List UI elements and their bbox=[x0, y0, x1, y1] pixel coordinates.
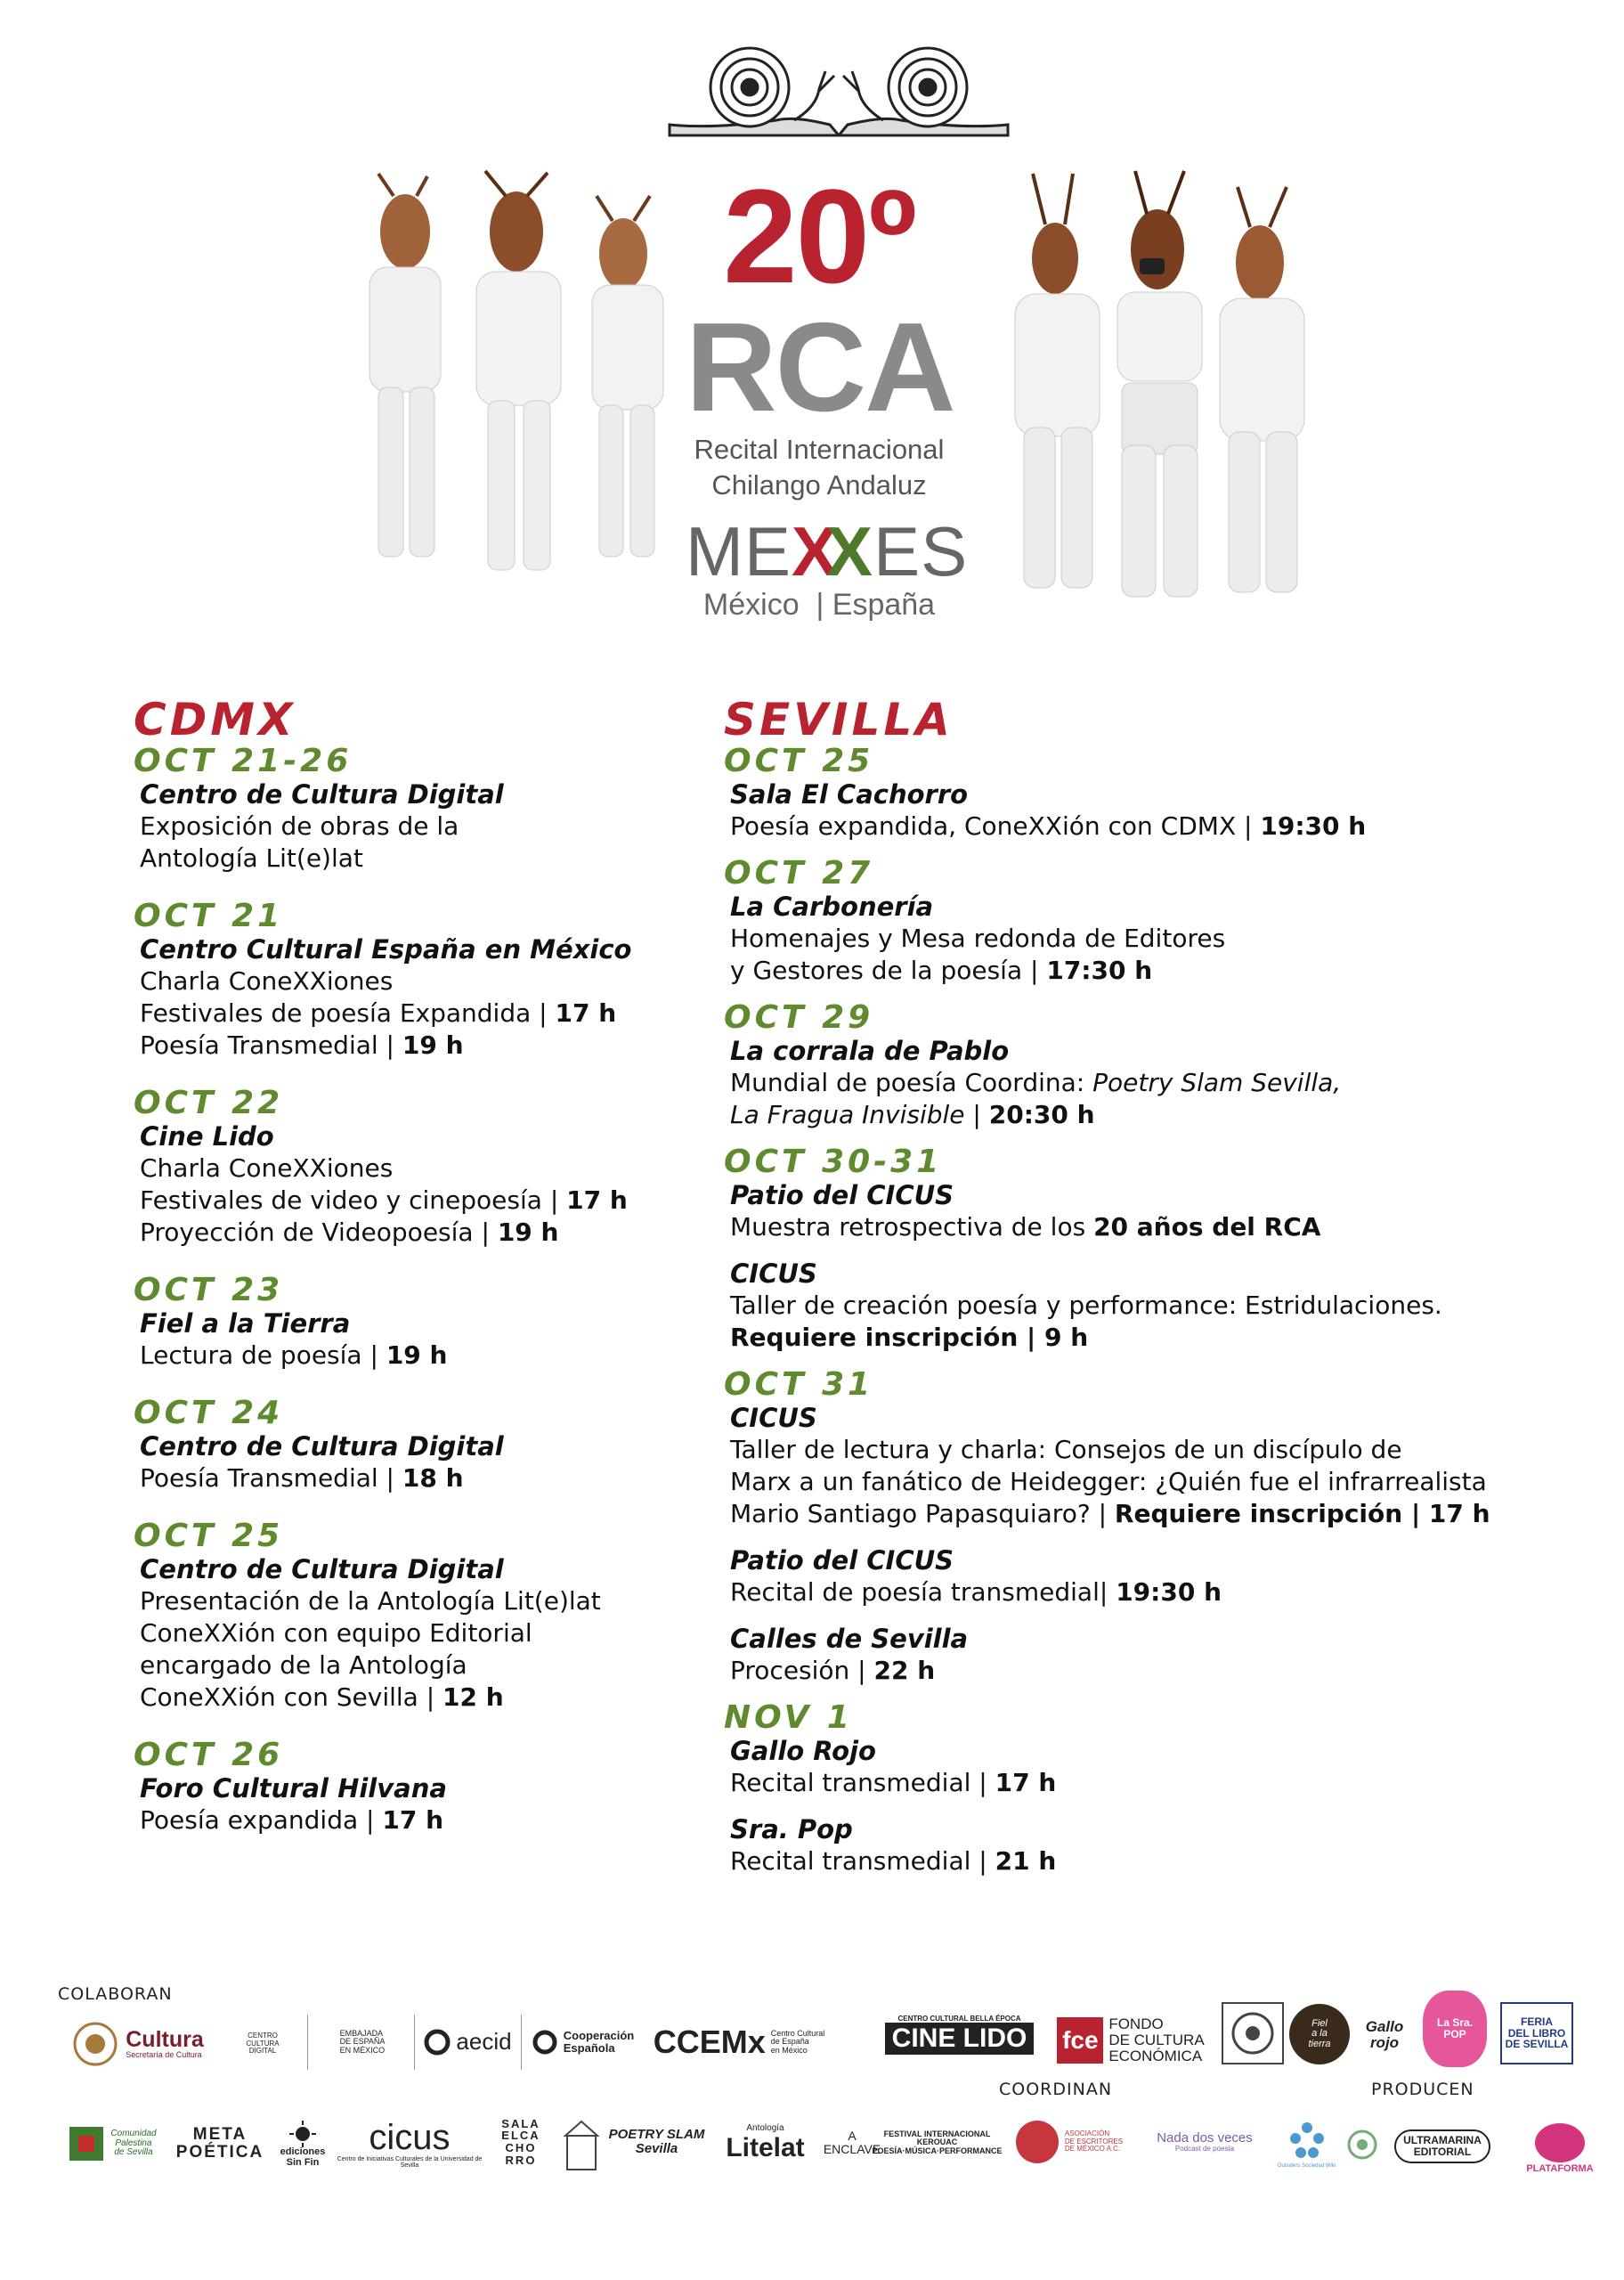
event-venue: Centro de Cultura Digital bbox=[140, 1554, 504, 1584]
logo-poetry-slam-sevilla bbox=[608, 2115, 705, 2169]
logo-metapoetica-text: META POÉTICA bbox=[175, 2125, 264, 2162]
logo-emblem bbox=[1222, 2002, 1284, 2064]
mexico-coat-of-arms-icon bbox=[72, 2021, 118, 2067]
event-description: Presentación de la Antología Lit(e)lat ConeXXión con equipo Editorial encargado de la Antología ConeXXión con Sevilla | 12 h bbox=[140, 1586, 601, 1712]
subtitle-line-2: Chilango Andaluz bbox=[711, 469, 927, 501]
cdmx-event bbox=[140, 1120, 712, 1249]
palestina-icon bbox=[66, 2123, 107, 2164]
mexes-logo bbox=[686, 512, 969, 590]
snail-people-left-illustration bbox=[338, 169, 694, 579]
logo-cine-lido bbox=[873, 2004, 1046, 2066]
city-title-sevilla: SEVILLA bbox=[724, 694, 954, 745]
logo-cultura bbox=[58, 2017, 218, 2071]
coordinan-label: COORDINAN bbox=[999, 2080, 1113, 2099]
sevilla-day-block bbox=[724, 1145, 1507, 1354]
logo-slam-text: POETRY SLAM Sevilla bbox=[608, 2127, 705, 2156]
logo-cicus bbox=[334, 2113, 485, 2175]
rca-title: RCA bbox=[686, 297, 954, 438]
logo-litelat-text: Litelat bbox=[726, 2132, 805, 2162]
sevilla-event bbox=[730, 1544, 1507, 1608]
cdmx-event bbox=[140, 778, 712, 875]
cdmx-column bbox=[134, 695, 712, 1861]
logo-ccemx-text: CCEMx bbox=[653, 2024, 766, 2061]
mexes-right: ES bbox=[873, 512, 969, 590]
logo-building bbox=[559, 2111, 604, 2178]
divider bbox=[414, 2015, 415, 2070]
cdmx-day-date: OCT 26 bbox=[134, 1737, 284, 1773]
event-description: Lectura de poesía | 19 h bbox=[140, 1340, 448, 1370]
cdmx-day-date: OCT 22 bbox=[134, 1085, 284, 1121]
event-description: Procesión | 22 h bbox=[730, 1656, 936, 1685]
event-venue: Sala El Cachorro bbox=[730, 779, 969, 810]
mexes-left: ME bbox=[686, 512, 792, 590]
event-venue: CICUS bbox=[730, 1258, 817, 1289]
logo-cultura-text: Cultura bbox=[126, 2027, 204, 2053]
logo-nada-dos-veces bbox=[1138, 2115, 1271, 2169]
logo-plataforma bbox=[1524, 2111, 1596, 2184]
cdmx-day-date: OCT 21 bbox=[134, 898, 284, 934]
sevilla-event bbox=[730, 1623, 1507, 1687]
sevilla-column bbox=[724, 695, 1507, 1892]
sevilla-day-date: NOV 1 bbox=[724, 1699, 853, 1736]
mexes-subtitle: México | España bbox=[702, 588, 936, 622]
outsiders-icon bbox=[1285, 2119, 1329, 2163]
logo-outsiders-text: Outsiders Sociedad Wiki bbox=[1277, 2163, 1336, 2170]
event-description: Taller de lectura y charla: Consejos de un discípulo de Marx a un fanático de Heidegger: ¿Quién fue el infrarrealista Mario Santiago Papasquiaro? | Requiere inscripción | 17 h bbox=[730, 1435, 1490, 1528]
event-description: Taller de creación poesía y performance: Estridulaciones. Requiere inscripción | 9 h bbox=[730, 1291, 1442, 1352]
logo-ediciones-sin-fin bbox=[276, 2111, 329, 2178]
cdmx-day-block bbox=[134, 1087, 712, 1249]
logo-feria-text: FERIA DEL LIBRO DE SEVILLA bbox=[1505, 2015, 1569, 2051]
event-description: Charla ConeXXiones Festivales de poesía Expandida | 17 h Poesía Transmedial | 19 h bbox=[140, 966, 617, 1060]
logo-ultramarina-text: ULTRAMARINA EDITORIAL bbox=[1394, 2129, 1490, 2162]
aem-icon bbox=[1014, 2119, 1060, 2165]
sevilla-day-block bbox=[724, 857, 1507, 987]
logo-cooperacion bbox=[527, 2020, 638, 2064]
logo-feria-libro-sevilla bbox=[1500, 2002, 1573, 2064]
event-description: Poesía Transmedial | 18 h bbox=[140, 1463, 464, 1493]
sevilla-event bbox=[730, 778, 1507, 843]
cdmx-day-date: OCT 23 bbox=[134, 1272, 284, 1308]
sun-icon bbox=[289, 2121, 316, 2147]
divider bbox=[307, 2015, 308, 2070]
event-description: Exposición de obras de la Antología Lit(e)lat bbox=[140, 811, 459, 873]
cdmx-day-block bbox=[134, 1519, 712, 1714]
plataforma-icon bbox=[1533, 2120, 1587, 2164]
sevilla-event bbox=[730, 1813, 1507, 1877]
subtitle-line-1: Recital Internacional bbox=[694, 434, 945, 465]
logo-fce bbox=[1051, 2011, 1211, 2070]
logo-aecid-text: aecid bbox=[456, 2028, 512, 2056]
edition-number: 20º bbox=[723, 161, 915, 311]
logo-plataforma-text: PLATAFORMA bbox=[1526, 2163, 1594, 2175]
logo-sra-pop bbox=[1423, 1991, 1487, 2067]
event-description: Charla ConeXXiones Festivales de video y cinepoesía | 17 h Proyección de Videopoesía | 19 h bbox=[140, 1153, 628, 1247]
sevilla-day-block bbox=[724, 1001, 1507, 1131]
event-description: Muestra retrospectiva de los 20 años del RCA bbox=[730, 1212, 1321, 1242]
sevilla-event bbox=[730, 1402, 1507, 1530]
logo-cultura-sub: Secretaría de Cultura bbox=[126, 2050, 202, 2060]
logo-fiel-text: Fiel a la tierra bbox=[1308, 2017, 1331, 2049]
event-venue: CICUS bbox=[730, 1403, 817, 1433]
logo-embajada bbox=[313, 2015, 411, 2070]
cdmx-day-block bbox=[134, 1274, 712, 1372]
sevilla-day-date: OCT 27 bbox=[724, 855, 874, 892]
event-venue: Sra. Pop bbox=[730, 1814, 853, 1844]
event-venue: Fiel a la Tierra bbox=[140, 1308, 351, 1339]
snail-icon bbox=[1345, 2128, 1379, 2162]
logo-enclave bbox=[823, 2111, 881, 2175]
cdmx-event bbox=[140, 1430, 712, 1494]
mexes-x-green: X bbox=[826, 512, 874, 590]
event-description: Mundial de poesía Coordina: Poetry Slam Sevilla, La Fragua Invisible | 20:30 h bbox=[730, 1068, 1342, 1129]
snails-logo-icon bbox=[661, 36, 1017, 142]
event-description: Recital transmedial | 17 h bbox=[730, 1768, 1057, 1797]
logo-aem-text: ASOCIACIÓN DE ESCRITORES DE MÉXICO A.C. bbox=[1064, 2129, 1124, 2154]
colaboran-label: COLABORAN bbox=[58, 1984, 173, 2004]
event-venue: Foro Cultural Hilvana bbox=[140, 1773, 447, 1804]
logo-meta-poetica bbox=[171, 2120, 269, 2168]
cdmx-event bbox=[140, 1772, 712, 1836]
building-icon bbox=[562, 2118, 601, 2171]
logo-snail-small bbox=[1344, 2120, 1380, 2169]
snail-people-right-illustration bbox=[988, 169, 1327, 606]
logo-comunidad-palestina bbox=[58, 2113, 165, 2175]
cdmx-day-date: OCT 25 bbox=[134, 1518, 284, 1554]
cdmx-day-block bbox=[134, 745, 712, 875]
sevilla-day-block bbox=[724, 1701, 1507, 1877]
logo-cicus-sub: Centro de Iniciativas Culturales de la Universidad de Sevilla bbox=[337, 2155, 483, 2169]
title-block bbox=[686, 161, 969, 623]
logo-litelat bbox=[705, 2111, 825, 2175]
logo-litelat-top: Antología bbox=[746, 2123, 784, 2133]
sevilla-event bbox=[730, 1735, 1507, 1799]
event-venue: La Carbonería bbox=[730, 892, 934, 922]
cdmx-day-block bbox=[134, 1396, 712, 1494]
logo-ultramarina bbox=[1384, 2120, 1500, 2173]
sevilla-schedule bbox=[724, 745, 1507, 1877]
logo-gallo-rojo bbox=[1358, 2004, 1411, 2066]
logo-asociacion-escritores bbox=[1006, 2111, 1131, 2173]
logo-enclave-text: A ENCLAVE bbox=[823, 2129, 881, 2156]
cdmx-event bbox=[140, 1553, 712, 1714]
event-venue: La corrala de Pablo bbox=[730, 1036, 1010, 1066]
cdmx-day-block bbox=[134, 900, 712, 1062]
logo-cooperacion-text: Cooperación Española bbox=[563, 2029, 635, 2055]
divider bbox=[521, 2015, 522, 2070]
sevilla-day-block bbox=[724, 1368, 1507, 1687]
sevilla-day-date: OCT 30-31 bbox=[724, 1144, 943, 1180]
event-venue: Centro Cultural España en México bbox=[140, 934, 632, 965]
logo-sala-el-cachorro bbox=[490, 2106, 552, 2178]
logo-palestina-text: Comunidad Palestina de Sevilla bbox=[110, 2129, 157, 2158]
event-venue: Cine Lido bbox=[140, 1121, 274, 1152]
event-venue: Gallo Rojo bbox=[730, 1736, 876, 1766]
cdmx-event bbox=[140, 933, 712, 1062]
logo-nada-sub: Podcast de poesía bbox=[1174, 2144, 1235, 2153]
event-venue: Patio del CICUS bbox=[730, 1180, 954, 1210]
logo-lido-text: CINE LIDO bbox=[885, 2023, 1035, 2055]
logo-kerouac bbox=[872, 2115, 1003, 2170]
cdmx-day-date: OCT 24 bbox=[134, 1395, 284, 1431]
event-description: Homenajes y Mesa redonda de Editores y Gestores de la poesía | 17:30 h bbox=[730, 924, 1226, 985]
logo-srapop-text: La Sra. POP bbox=[1436, 2016, 1474, 2040]
logo-fce-text: FONDO DE CULTURA ECONÓMICA bbox=[1108, 2015, 1205, 2064]
logo-nada-text: Nada dos veces bbox=[1157, 2129, 1253, 2146]
cdmx-day-date: OCT 21-26 bbox=[134, 743, 353, 779]
sevilla-day-date: OCT 25 bbox=[724, 743, 874, 779]
logo-ccd bbox=[227, 2024, 298, 2064]
sevilla-day-block bbox=[724, 745, 1507, 843]
sevilla-event bbox=[730, 1179, 1507, 1243]
logo-outsiders bbox=[1273, 2111, 1340, 2178]
event-venue: Centro de Cultura Digital bbox=[140, 779, 504, 810]
event-description: Poesía expandida | 17 h bbox=[140, 1805, 444, 1835]
city-title-cdmx: CDMX bbox=[134, 694, 296, 745]
logo-lido-top: CENTRO CULTURAL BELLA ÉPOCA bbox=[897, 2015, 1021, 2024]
mexes-x-red: X bbox=[792, 512, 840, 590]
sevilla-day-date: OCT 29 bbox=[724, 999, 874, 1036]
logo-ccd-text: CENTRO CULTURA DIGITAL bbox=[246, 2032, 280, 2056]
cdmx-schedule bbox=[134, 745, 712, 1836]
cdmx-event bbox=[140, 1307, 712, 1372]
sevilla-event bbox=[730, 1035, 1507, 1131]
logo-ccemx-sub: Centro Cultural de España en México bbox=[770, 2028, 825, 2055]
emblem-icon bbox=[1229, 2009, 1277, 2057]
event-description: Recital de poesía transmedial| 19:30 h bbox=[730, 1577, 1222, 1607]
logo-cicus-text: cicus bbox=[369, 2117, 451, 2157]
logo-kerouac-text: FESTIVAL INTERNACIONAL KEROUAC POESÍA·MÚSICA·PERFORMANCE bbox=[872, 2129, 1003, 2155]
logo-cachorro-text: SALA ELCA CHO RRO bbox=[501, 2116, 540, 2167]
event-venue: Patio del CICUS bbox=[730, 1545, 954, 1576]
sevilla-day-date: OCT 31 bbox=[724, 1366, 874, 1403]
event-description: Recital transmedial | 21 h bbox=[730, 1846, 1057, 1876]
logo-embajada-text: EMBAJADA DE ESPAÑA EN MÉXICO bbox=[339, 2028, 386, 2055]
cdmx-day-block bbox=[134, 1738, 712, 1836]
logo-ccemx bbox=[650, 2017, 828, 2067]
sevilla-event bbox=[730, 891, 1507, 987]
logo-aecid bbox=[418, 2020, 516, 2064]
aecid-icon bbox=[423, 2028, 451, 2056]
producen-label: PRODUCEN bbox=[1371, 2080, 1474, 2099]
fce-icon: fce bbox=[1057, 2017, 1103, 2064]
cooperacion-icon bbox=[532, 2029, 558, 2056]
sevilla-event bbox=[730, 1258, 1507, 1354]
logo-sinfin-text: ediciones Sin Fin bbox=[280, 2146, 326, 2168]
event-description: Poesía expandida, ConeXXión con CDMX | 19:30 h bbox=[730, 811, 1367, 841]
logo-gallo-text: Gallo rojo bbox=[1365, 2018, 1404, 2051]
event-venue: Calles de Sevilla bbox=[730, 1624, 969, 1654]
logo-fiel-a-la-tierra bbox=[1289, 2004, 1350, 2064]
event-venue: Centro de Cultura Digital bbox=[140, 1431, 504, 1462]
